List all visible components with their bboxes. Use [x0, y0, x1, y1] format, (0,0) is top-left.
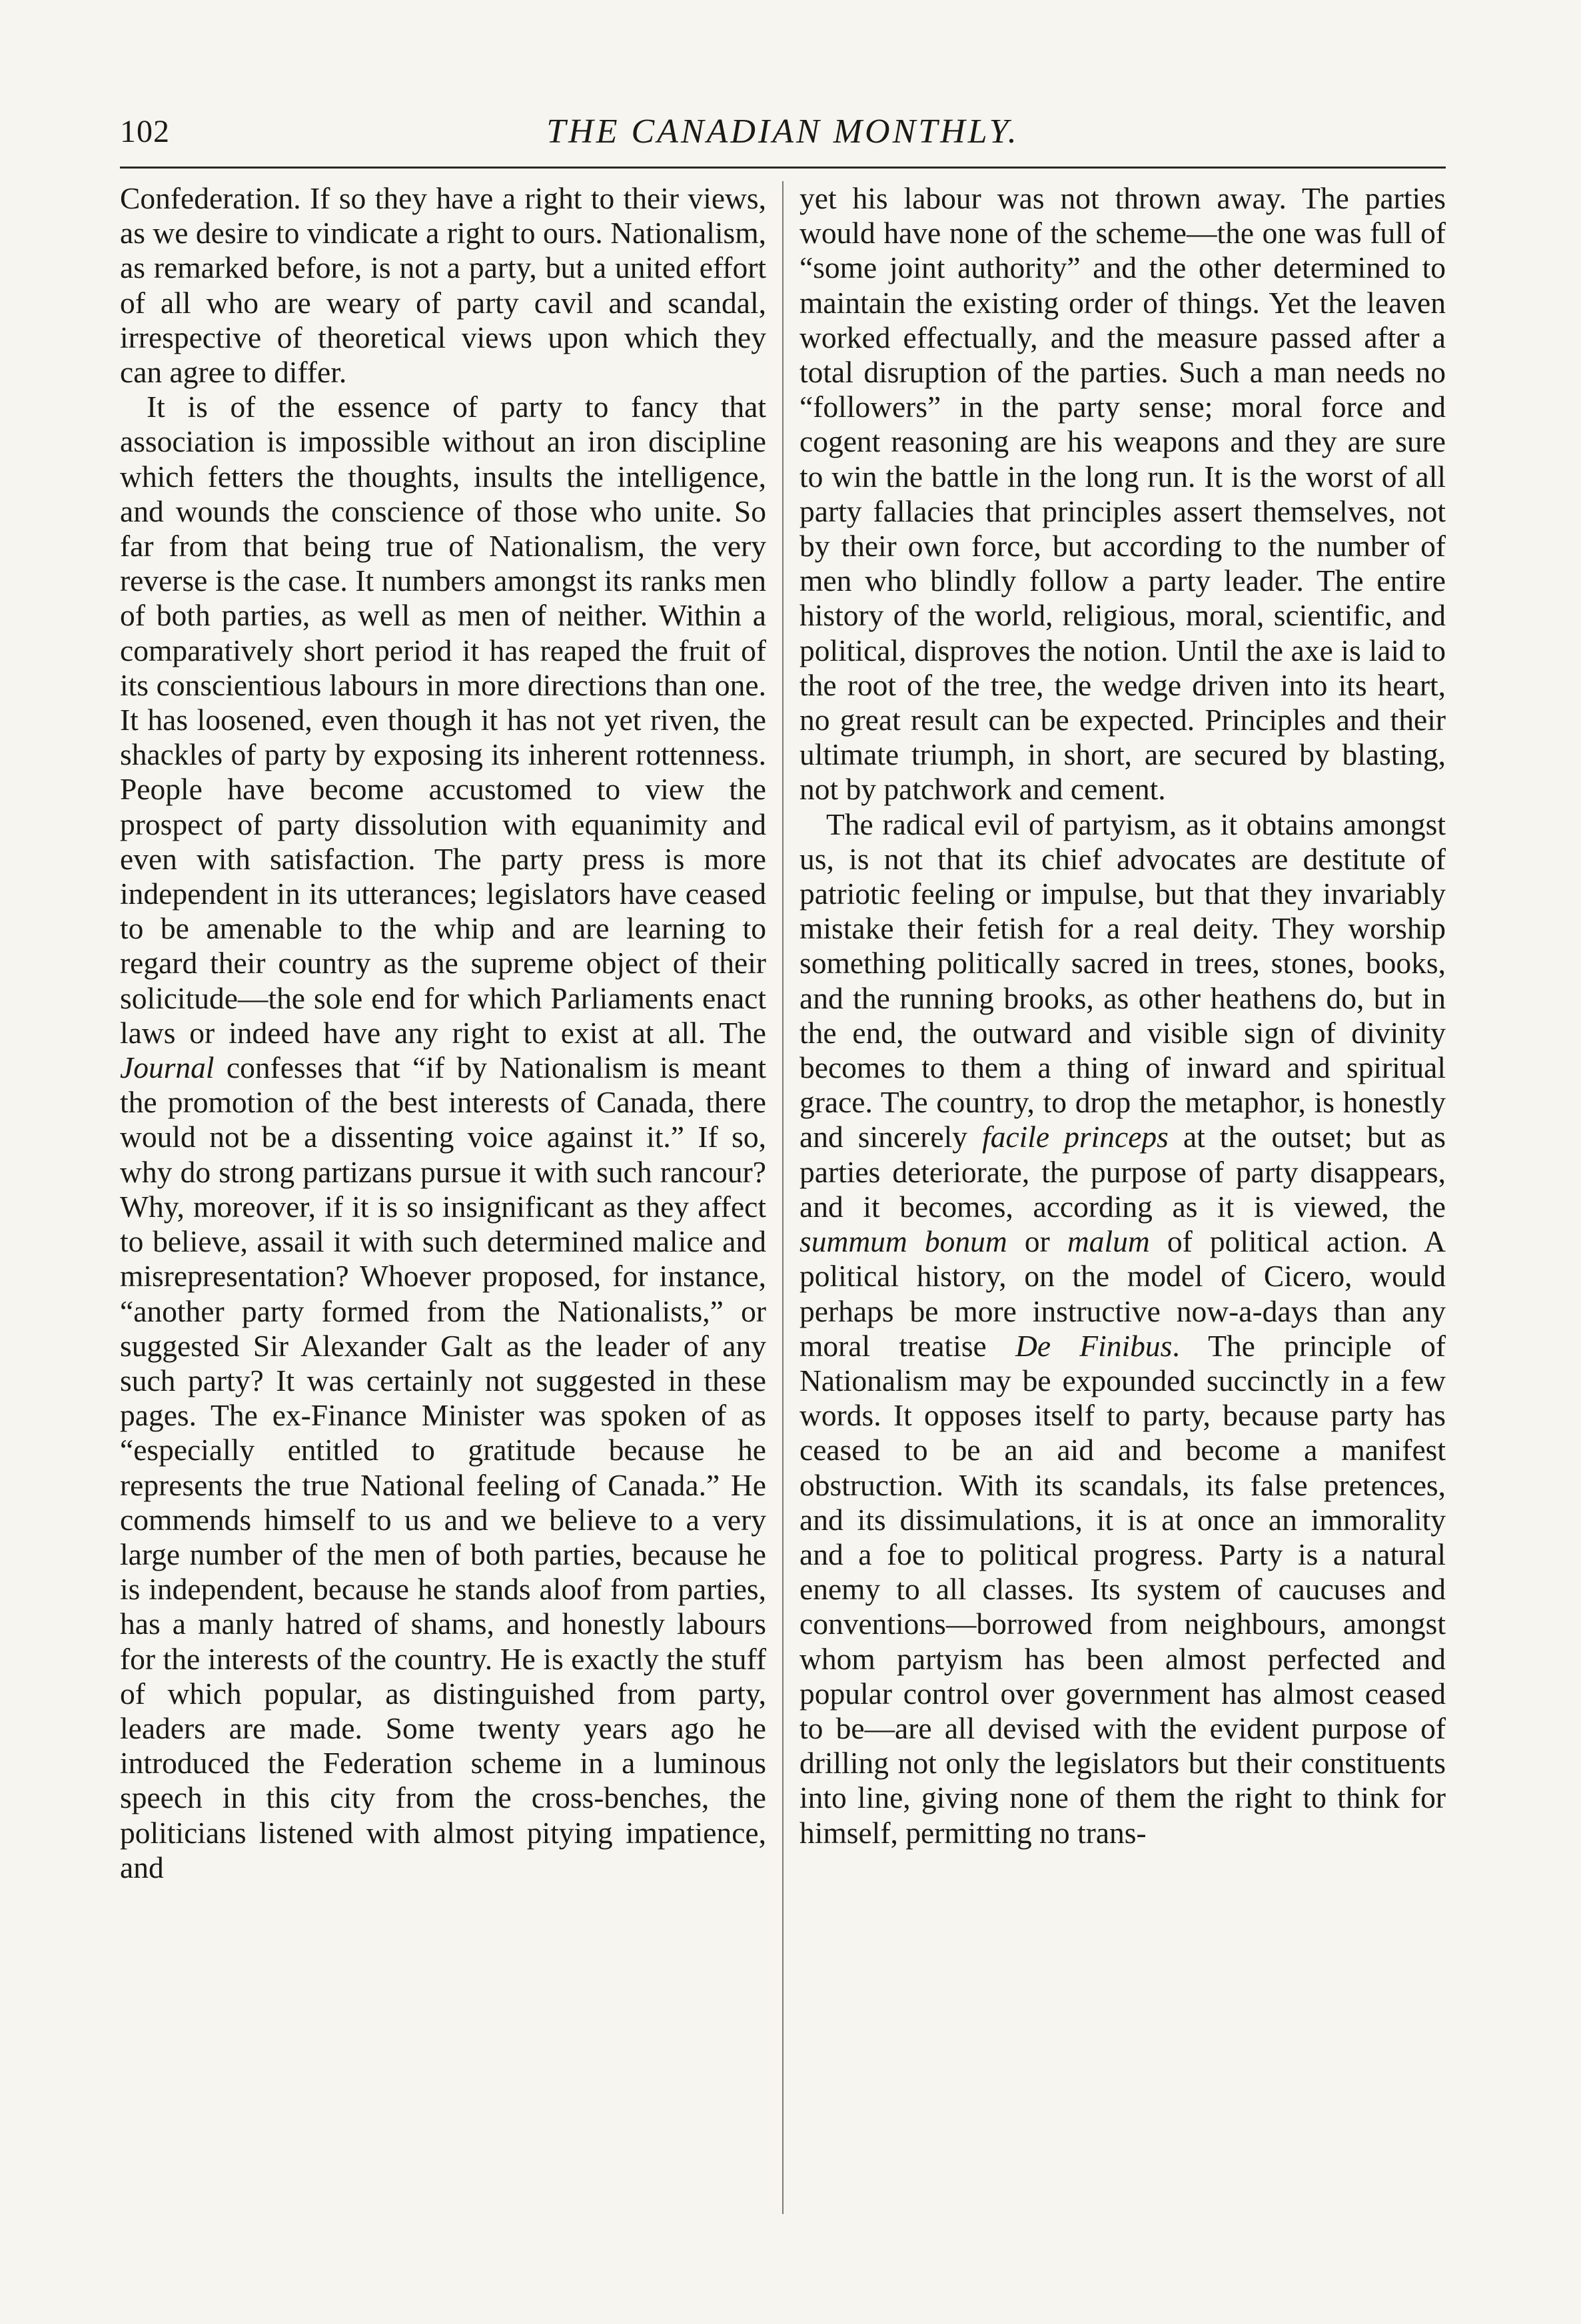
page-number: 102	[120, 114, 170, 149]
left-paragraph-1: Confederation. If so they have a right to their views, as we desire to vindicate a right to ours. Nationalism, as remarked before, is not a party, but a united effort of all who are weary of party cavil and scandal, irrespective of theoretical views upon which they can agree to differ.	[120, 181, 766, 390]
facile-princeps-phrase: facile princeps	[982, 1120, 1169, 1154]
right-column	[799, 181, 1446, 2218]
right-paragraph-2-part-a: The radical evil of partyism, as it obtains amongst us, is not that its chief advocates are destitute of patriotic feeling or impulse, but that they invariably mistake their fetish for a real deity. They worship something politically sacred in trees, stones, books, and the running brooks, as other heathens do, but in the end, the outward and visible sign of divinity becomes to them a thing of inward and spiritual grace. The country, to drop the metaphor, is honestly and sincerely	[799, 807, 1446, 1154]
left-paragraph-2-part-b: confesses that “if by Nationalism is meant the promotion of the best interests of Canada, there would not be a dissenting voice against it.” If so, why do strong partizans pursue it with such rancour? Why, moreover, if it is so insignificant as they affect to believe, assail it with such determined malice and misrepresentation? Whoever proposed, for instance, “another party formed from the Nationalists,” or suggested Sir Alexander Galt as the leader of any such party? It was certainly not suggested in these pages. The ex-Finance Minister was spoken of as “especially entitled to gratitude because he represents the true National feeling of Canada.” He commends himself to us and we believe to a very large number of the men of both parties, because he is independent, because he stands aloof from parties, has a manly hatred of shams, and honestly labours for the interests of the country. He is exactly the stuff of which popular, as distinguished from party, leaders are made. Some twenty years ago he introduced the Federation scheme in a luminous speech in this city from the cross-benches, the politicians listened with almost pitying impatience, and	[120, 1050, 766, 1884]
journal-title: Journal	[120, 1050, 215, 1085]
text-columns	[120, 181, 1446, 2218]
right-paragraph-2-part-d: . The principle of Nationalism may be expounded succinctly in a few words. It opposes itself to party, because party has ceased to be an aid and become a manifest obstruction. With its scandals, its false pretences, and its dissimulations, it is at once an immorality and a foe to political progress. Party is a natural enemy to all classes. Its system of caucuses and conventions—borrowed from neighbours, amongst whom partyism has been almost perfected and popular control over government has almost ceased to be—are all devised with the evident purpose of drilling not only the legislators but their constituents into line, giving none of them the right to think for himself, permitting no trans-	[799, 1328, 1446, 1850]
right-paragraph-1: yet his labour was not thrown away. The parties would have none of the scheme—the one was full of “some joint authority” and the other determined to maintain the existing order of things. Yet the leaven worked effectually, and the measure passed after a total disruption of the parties. Such a man needs no “followers” in the party sense; moral force and cogent reasoning are his weapons and they are sure to win the battle in the long run. It is the worst of all party fallacies that principles assert themselves, not by their own force, but according to the number of men who blindly follow a party leader. The entire history of the world, religious, moral, scientific, and political, disproves the notion. Until the axe is laid to the root of the tree, the wedge driven into its heart, no great result can be expected. Principles and their ultimate triumph, in short, are secured by blasting, not by patchwork and cement.	[799, 181, 1446, 807]
left-column	[120, 181, 766, 2218]
malum-phrase: malum	[1067, 1224, 1150, 1259]
right-paragraph-2-part-c: of political action. A political history, on the model of Cicero, would perhaps be more instructive now-a-days than any moral treatise	[799, 1224, 1446, 1363]
left-paragraph-2	[120, 390, 766, 1885]
book-page	[120, 100, 1446, 2218]
left-paragraph-2-part-a: It is of the essence of party to fancy that association is impossible without an iron discipline which fetters the thoughts, insults the intelligence, and wounds the conscience of those who unite. So far from that being true of Nationalism, the very reverse is the case. It numbers amongst its ranks men of both parties, as well as men of neither. Within a comparatively short period it has reaped the fruit of its conscientious labours in more directions than one. It has loosened, even though it has not yet riven, the shackles of party by exposing its inherent rottenness. People have become accustomed to view the prospect of party dissolution with equanimity and even with satisfaction. The party press is more independent in its utterances; legislators have ceased to be amenable to the whip and are learning to regard their country as the supreme object of their solicitude—the sole end for which Parliaments enact laws or indeed have any right to exist at all. The	[120, 390, 766, 1050]
right-paragraph-2-part-b: at the outset; but as parties deteriorate, the purpose of party disappears, and it becomes, according as it is viewed, the	[799, 1120, 1446, 1224]
right-paragraph-2-or: or	[1007, 1224, 1067, 1259]
page-header	[120, 100, 1446, 169]
running-title: THE CANADIAN MONTHLY.	[546, 113, 1019, 151]
de-finibus-title: De Finibus	[1015, 1328, 1173, 1363]
column-rule	[782, 181, 784, 2214]
summum-bonum-phrase: summum bonum	[799, 1224, 1007, 1259]
right-paragraph-2	[799, 807, 1446, 1850]
